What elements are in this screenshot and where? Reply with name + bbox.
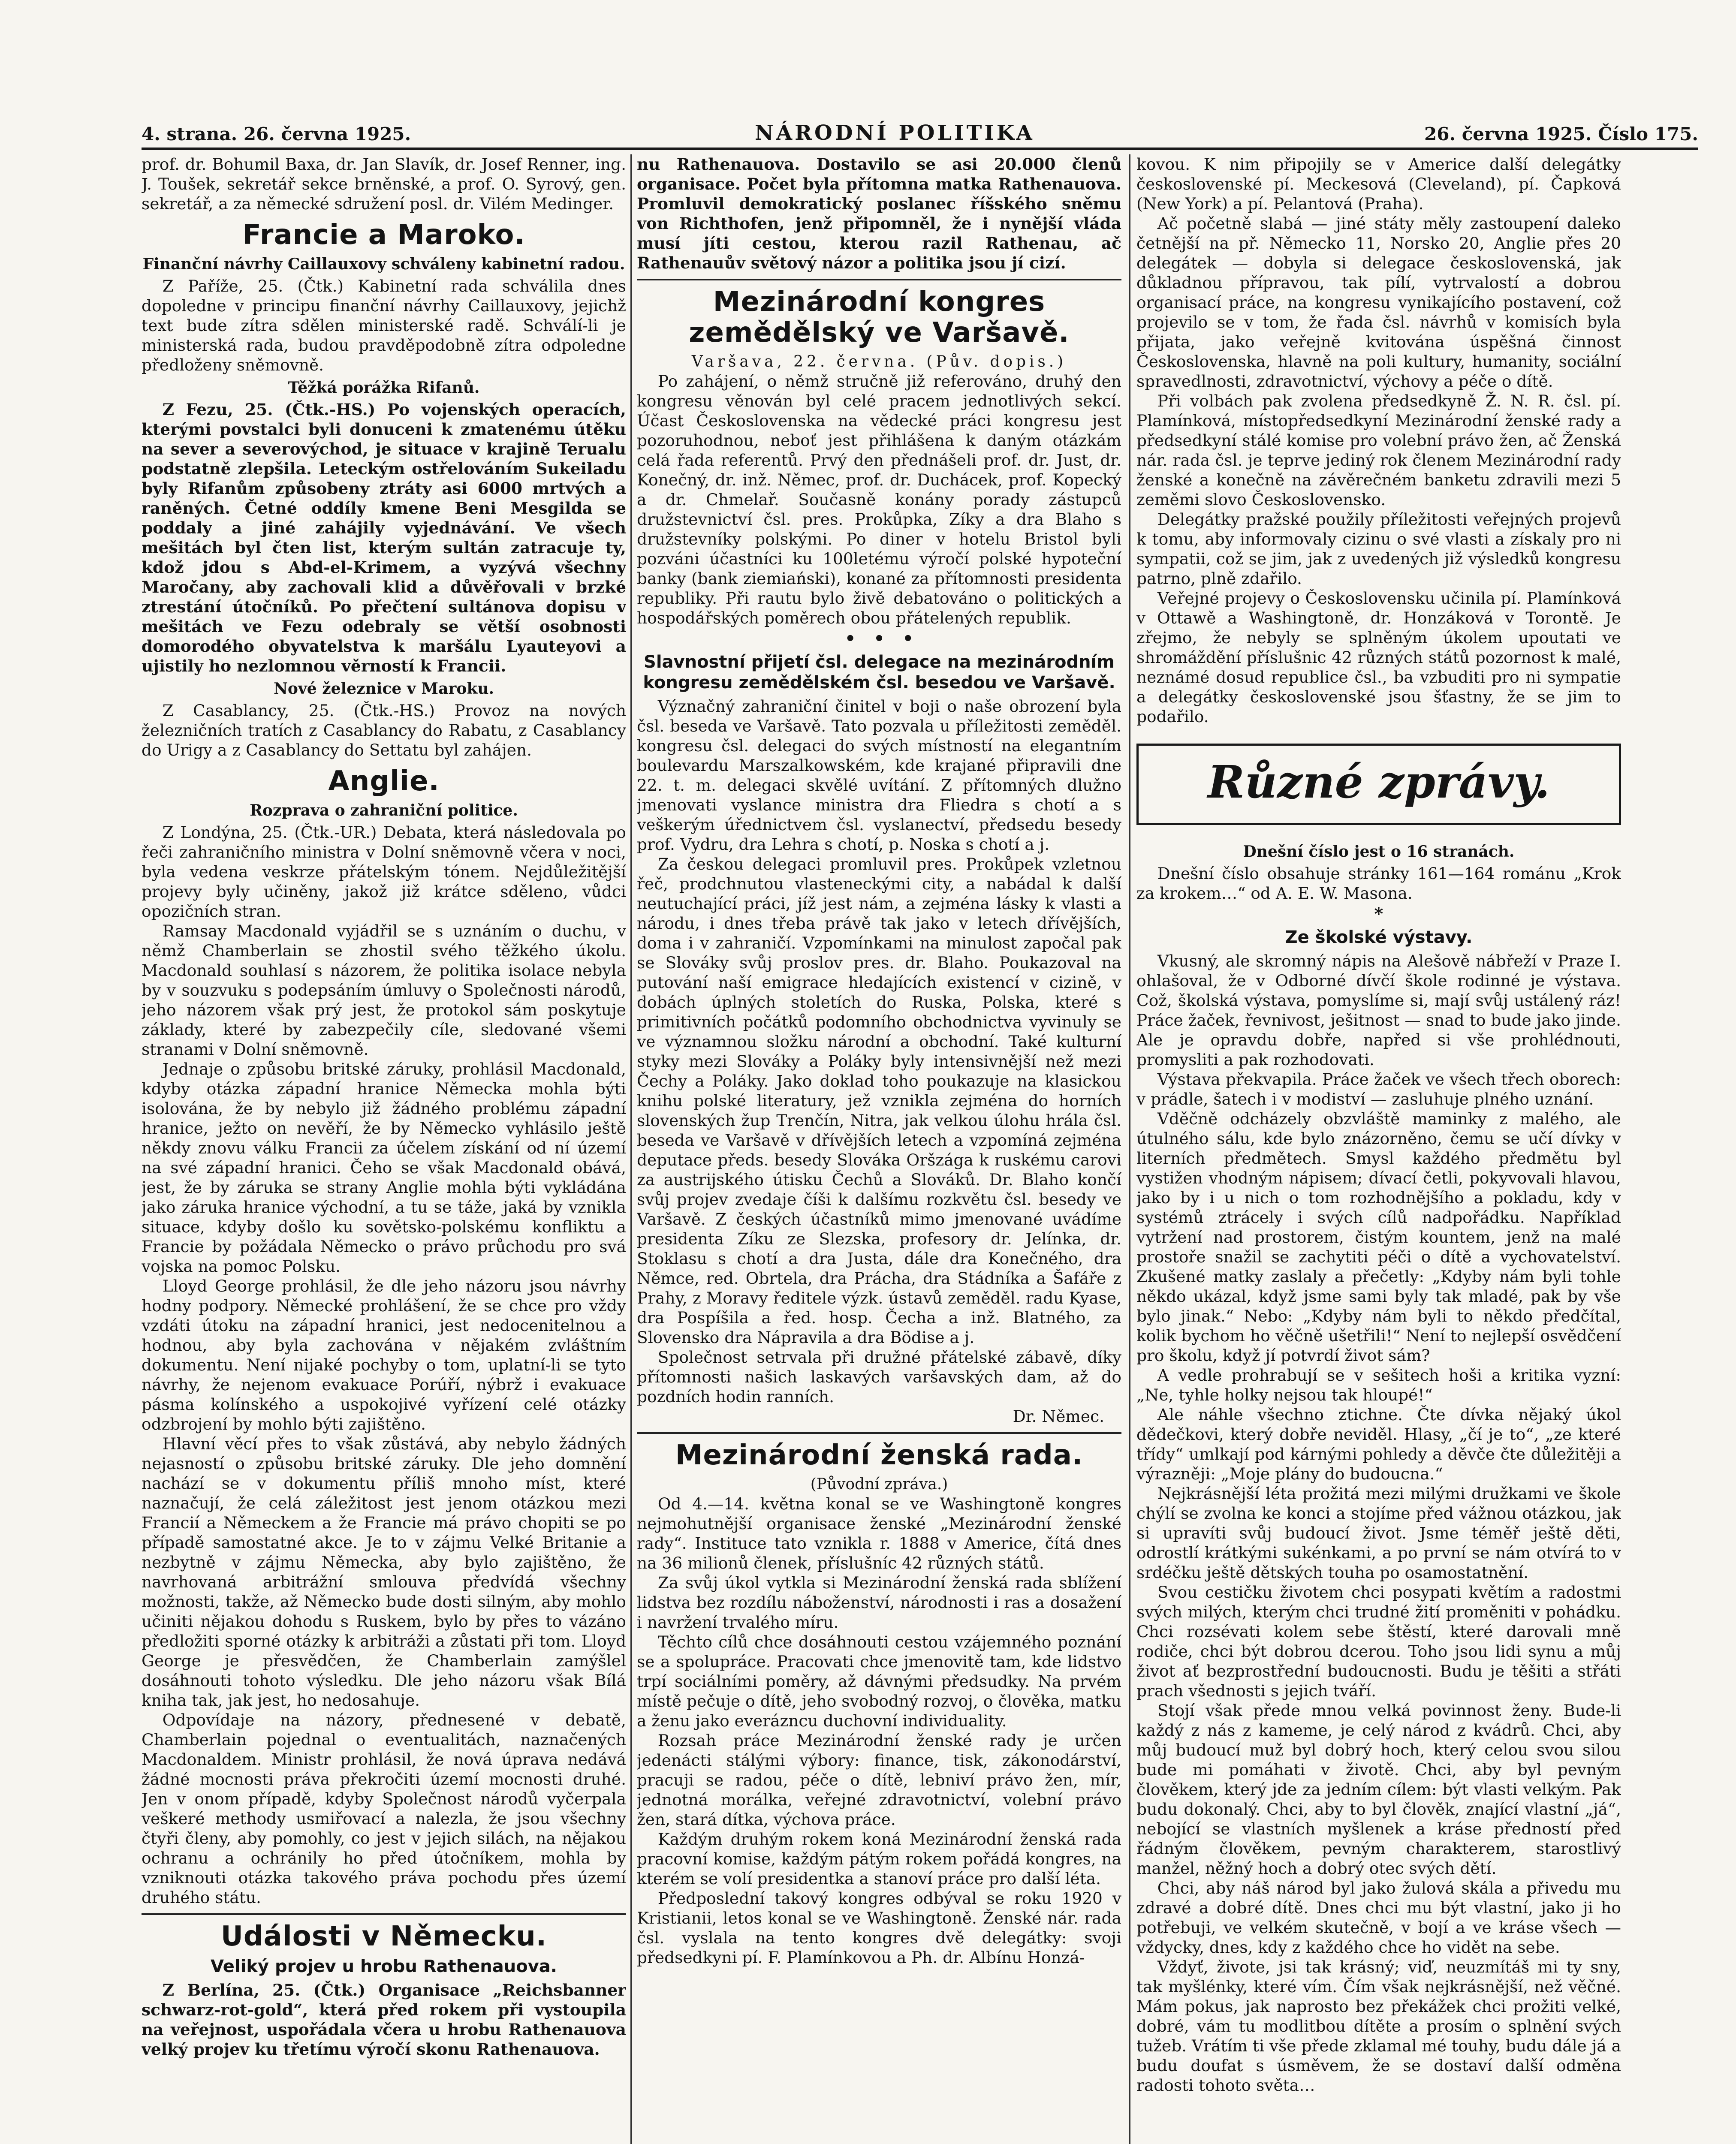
slavnostni-paragraph-1: Význačný zahraniční činitel v boji o naše obrození byla čsl. beseda ve Varšavě. Tato pozvala u příležitosti zeměděl. kongresu čsl. delegaci do svých místností na elegantním boulevardu Marszalkowském, kde krajané připravili dne 22. t. m. delegaci skvělé uvítání. Z přítomných dlužno jmenovati vyslance ministra dra Fliedra s chotí a s veškerým úřednictvem čsl. vyslanectví, předsedu besedy prof. Vydru, dra Lehra s chotí, p. Noska s chotí a j. — [637, 697, 1121, 854]
zenska-paragraph-3: Těchto cílů chce dosáhnouti cestou vzájemného poznání se a spolupráce. Pracovati chce jmenovitě tam, kde lidstvo trpí sociálními poměry, až dávnými předsudky. Na prvém místě pečuje o dítě, jeho svobodný rozvoj, o člověka, matku a ženu jako everázncu duchovní individuality. — [637, 1632, 1121, 1730]
rathenau-continuation: nu Rathenauova. Dostavilo se asi 20.000 členů organisace. Počet byla přítomna matka Rathenauova. Promluvil demokratický poslanec říšského sněmu von Richthofen, jenž připomněl, že i nynější vláda musí jíti cestou, kterou razil Rathenau, ač Rathenauův světový názor a politika jsou jí cizí. — [637, 155, 1121, 272]
anglie-subheading: Rozprava o zahraniční politice. — [250, 801, 518, 819]
kongres-heading: Mezinárodní kongres zemědělský ve Varšavě. — [689, 286, 1070, 349]
anglie-paragraph-6: Odpovídaje na názory, přednesené v debatě, Chamberlain pojednal o eventualitách, naznačených Macdonaldem. Ministr prohlásil, že nová úprava nedává žádné mocnosti práva překročiti území mocnosti druhé. Jen v onom případě, kdyby Společnost národů vyčerpala veškeré methody usmiřovací a nalezla, že jsou všechny čtyři členy, aby pomohly, co jest v jejich silách, na nějakou ochranu a ochránily ho před útočníkem, mohla by vzniknouti otázka takového práva pochodu přes území druhého státu. — [142, 1710, 626, 1907]
francie-heading: Francie a Maroko. — [242, 219, 525, 251]
zenska-continuation-3: Při volbách pak zvolena předsedkyně Ž. N. R. čsl. pí. Plamínková, místopředsedkyní Mezinárodní ženské rady a předsedkyní stálé komise pro volební právo žen, ač Ženská nár. rada čsl. je teprve jediný rok členem Mezinárodní rady ženské a konečně na závěrečném banketu zdravili mezi 5 zeměmi slovo Československo. — [1136, 391, 1621, 509]
skolske-paragraph-2: Výstava překvapila. Práce žaček ve všech třech oborech: v prádle, šatech i v modiství — zasluhuje plného uznání. — [1136, 1070, 1621, 1108]
udalosti-subheading: Veliký projev u hrobu Rathenauova. — [211, 1957, 557, 1976]
zenska-paragraph-1: Od 4.—14. května konal se ve Washingtoně kongres nejmohutnější organisace ženské „Mezinárodní ženské rady“. Instituce tato vznikla r. 1888 v Americe, čítá dnes na 36 milionů členek, příslušníc 42 různých států. — [637, 1494, 1121, 1572]
slavnostni-paragraph-2: Za českou delegaci promluvil pres. Prokůpek vzletnou řeč, prodchnutou vlasteneckými city, a nabádal k další neutuchající práci, jíž jest nám, a zejména lásky k vlasti a národu, i dnes třeba právě tak jako v letech dřívějších, doma i v zahraničí. Vzpomínkami na minulost započal pak se Slováky svůj proslov pres. dr. Blaho. Poukazoval na putování naší emigrace hledajících existencí v cizině, v dobách úplných stoletích do Ruska, Polska, které s primitivních počátků podomního obchodnictva vyvinuly se ve významnou složku národní a obchodní. Také kulturní styky mezi Slováky a Poláky byly intensivnější než mezi Čechy a Poláky. Jako doklad toho poukazuje na klasickou knihu polské literatury, jež vznikla zejména do horních slovenských žup Trenčín, Nitra, jak velkou úlohu hrála čsl. beseda ve Varšavě v dřívějších letech a vzpomíná zejména deputace předs. besedy Slováka Oršzága k ruskému carovi za austrijského útisku Čechů a Slováků. Dr. Blaho končí svůj projev zvedaje číši k dalšímu rozkvětu čsl. besedy ve Varšavě. Z českých účastníků mimo jmenované uvádíme presidenta Zíku ze Slezska, profesory dr. Jelínka, dr. Stoklasu s chotí a dra Justa, dále dra Konečného, dra Němce, red. Obrtela, dra Prácha, dra Stádníka a Šafáře z Prahy, z Moravy ředitele výzk. ústavů zeměděl. radu Kyase, dra Pospíšila a řed. hosp. Čecha a inž. Blatného, za Slovensko dra Nápravila a dra Bödise a j. — [637, 855, 1121, 1347]
column-2 — [637, 154, 1121, 2144]
anglie-paragraph-4: Lloyd George prohlásil, že dle jeho názoru jsou návrhy hodny podpory. Německé prohlášení, že se chce pro vždy vzdáti útoku na západní hranici, jest nedocenitelnou a hodnou, aby byla zachována v nějakém zvláštním dokumentu. Není nijaké pochyby o tom, uplatní-li se tyto návrhy, že nejenom evakuace Porúří, nýbrž i evakuace pásma kolínského a uspokojivé vyřízení celé otázky odzbrojení by mohlo býti zajištěno. — [142, 1277, 626, 1433]
header-rule — [142, 148, 1698, 150]
zenska-continuation-4: Delegátky pražské použily příležitosti veřejných projevů k tomu, aby informovaly cizinu o své vlasti a získaly pro ni sympatii, což se jim, jak z uvedených již výsledků kongresu patrno, plně zdařilo. — [1136, 510, 1621, 588]
anglie-paragraph-2: Ramsay Macdonald vyjádřil se s uznáním o duchu, v němž Chamberlain se zhostil svého těžkého úkolu. Macdonald souhlasí s názorem, že politika isolace nebyla by v souzvuku s podepsáním úmluvy o Společnosti národů, jeho názorem však prý jest, že protokol sám poskytuje základy, které by zabezpečily cíle, sledované všemi stranami v Dolní sněmovně. — [142, 921, 626, 1059]
zenska-continuation-2: Ač početně slabá — jiné státy měly zastoupení daleko četnější na př. Německo 11, Norsko 20, Anglie přes 20 delegátek — dobyla si delegace československá, jak důkladnou přípravou, tak pílí, vytrvalostí a dobrou organisací práce, na kongresu vynikajícího postavení, což projevilo se v tom, že řada čsl. návrhů v komisích byla přijata, jako veřejně kvitována úspěšná činnost Československa, hlavně na poli kultury, humanity, sociální spravedlnosti, zdravotnictví, výchovy a péče o dítě. — [1136, 214, 1621, 391]
ruzne-zpravy-banner: Různé zprávy. — [1136, 744, 1621, 825]
skolske-paragraph-4: A vedle prohrabují se v sešitech hoši a kritika vyzní: „Ne, tyhle holky nejsou tak hloupé!“ — [1136, 1366, 1621, 1404]
kongres-dateline: Varšava, 22. června. (Pův. dopis.) — [691, 353, 1067, 370]
skolske-paragraph-6: Nejkrásnější léta prožitá mezi milými družkami ve škole chýlí se zvolna ke konci a stojíme před vážnou otázkou, jak si upravíti svůj budoucí život. Jsme téměř ještě děti, odrostlí krátkými sukénkami, a po první se nám otvírá to v srdéčku ještě dětských touha po osamostatnění. — [1136, 1484, 1621, 1582]
skolske-paragraph-10: Vždyť, živote, jsi tak krásný; viď, neuzmítáš mi ty sny, tak myšlénky, které vím. Čím však nejkrásnější, než věčné. Mám pokus, jak naprosto bez překážek chci prožiti velké, dobré, vám tu modlitbou dítěte a prosím o splnění svých tužeb. Vrátím ti vše přede zklamal mé touhy, budu dále já a budu doufat s úsměvem, že se dostaví další odměna radosti tohoto světa… — [1136, 1957, 1621, 2095]
zenska-paragraph-4: Rozsah práce Mezinárodní ženské rady je určen jedenácti stálými výbory: finance, tisk, zákonodárství, pracuji se radou, péče o dítě, lebniví právo žen, mír, jednotná morálka, veřejné zdravotnictví, volební právo žen, stará dítka, výchova práce. — [637, 1731, 1121, 1829]
column-divider-2 — [1129, 154, 1130, 2144]
zenska-paragraph-6: Předposlední takový kongres odbýval se roku 1920 v Kristianii, letos konal se ve Washingtoně. Ženské nár. rada čsl. vyslala na tento kongres dvě delegátky: svoji předsedkyni pí. F. Plamínkovou a Ph. dr. Albínu Honzá- — [637, 1889, 1121, 1967]
zenska-continuation-1: kovou. K nim připojily se v Americe další delegátky československé pí. Meckesová (Cleveland), pí. Čapková (New York) a pí. Pelantová (Praha). — [1136, 155, 1621, 213]
dnesni-cislo-notice: Dnešní číslo jest o 16 stranách. — [1243, 843, 1515, 861]
kongres-paragraph: Po zahájení, o němž stručně již referováno, druhý den kongresu věnován byl celé pracem jednotlivých sekcí. Účast Československa na vědecké práci kongresu jest pozoruhodnou, neboť jest přihlášena k daným otázkám celá řada referentů. Prvý den přednášeli prof. dr. Just, dr. Konečný, dr. inž. Němec, prof. dr. Duchácek, prof. Kopecký a dr. Chmelař. Současně konány porady zástupců družstevnictví čsl. pres. Prokůpka, Zíky a dra Blaho s družstevníky polskými. Po diner v hotelu Bristol byli pozváni účastníci ku 100letému výročí polské hypoteční banky (bank ziemiański), konané za přítomnosti presidenta republiky. Při rautu bylo živě debatováno o politických a hospodářských poměrech obou přátelených republik. — [637, 372, 1121, 627]
porazka-heading: Těžká porážka Rifanů. — [288, 379, 480, 397]
skolske-paragraph-1: Vkusný, ale skromný nápis na Alešově nábřeží v Praze I. ohlašoval, že v Odborné dívčí škole rodinné je výstava. Což, školská výstava, pomyslíme si, mají svůj ustálený ráz! Práce žaček, řevnivost, ješitnost — snad to bude jako jinde. Ale je opravdu dobře, napřed si vše prohlédnouti, promysliti a pak rozhodovati. — [1136, 952, 1621, 1069]
author-signature: Dr. Němec. — [1013, 1407, 1104, 1426]
porazka-paragraph: Z Fezu, 25. (Čtk.-HS.) Po vojenských operacích, kterými povstalci byli donuceni k zmatenému útěku na sever a severovýchod, je situace v krajině Terualu podstatně zlepšila. Leteckým ostřelováním Sukeiladu byly Rifanům způsobeny ztráty asi 6000 mrtvých a raněných. Četné oddíly kmene Beni Mesgilda se poddaly a jiné zahájily vyjednávání. Ve všech mešitách byl čten list, kterým sultán zatracuje ty, kdož jdou s Abd-el-Krimem, a vyzývá všechny Maročany, aby zachovali klid a důvěřovali v brzké ztrestání útočníků. Po přečtení sultánova dopisu v mešitách ve Fezu odebraly se větší osobnosti domorodého obyvatelstva k maršálu Lyauteyovi a ujistily ho nezlomnou věrností k Francii. — [142, 400, 626, 675]
separator-dots: • • • — [844, 629, 914, 649]
header-right: 26. června 1925. Číslo 175. — [1424, 123, 1698, 145]
skolske-paragraph-9: Chci, aby náš národ byl jako žulová skála a přivedu mu zdravé a dobré dítě. Dnes chci mu být vlastní, jako ji ho potřebuji, ve velkém skutečně, v bojí a ve kráse všech — vždycky, dnes, kdy z každého chce ho vidět na sebe. — [1136, 1879, 1621, 1957]
skolske-paragraph-3: Vděčně odcházely obzvláště maminky z malého, ale útulného sálu, kde bylo znázorněno, čemu se učí dívky v literních předmětech. Smysl každého předmětu byl vystižen vhodným nápisem; dívací četli, pokyvovali hlavou, jako by i u nich o tom rozhodnějšího a pokladu, kdy v systémů ztrácely i svých cílů nadpořádku. Například vytržení nad prostorem, čistým kountem, jenž na malé prostoře snažil se zachytiti péči o dítě a vychovatelství. Zkušené matky zaslaly a přečetly: „Kdyby nám byli tohle někdo ukázal, když jsme sami byly tak mladé, pak by vše bylo jinak.“ Nebo: „Kdyby nám byli to někdo předčítal, kolik bychom ho věčně ušetřili!“ Není to nejlepší osvědčení pro školu, když jí potvrdí život sám? — [1136, 1109, 1621, 1365]
zeleznice-heading: Nové železnice v Maroku. — [273, 680, 494, 698]
anglie-paragraph-1: Z Londýna, 25. (Čtk.-UR.) Debata, která následovala po řeči zahraničního ministra v Dolní sněmovně včera v noci, byla vedena veskrze přátelským tónem. Nejdůležitější projevy byly učiněny, jakož již krátce sděleno, vůdci opozičních stran. — [142, 823, 626, 921]
slavnostni-paragraph-3: Společnost setrvala při družné přátelské zábavě, díky přítomnosti našich laskavých varšavských dam, až do pozdních hodin ranních. — [637, 1348, 1121, 1406]
anglie-paragraph-5: Hlavní věcí přes to však zůstává, aby nebylo žádných nejasností o způsobu britské záruky. Dle jeho domnění nachází se v dokumentu příliš mnoho míst, které naznačují, že celá záležitost jest jenom otázkou mezi Francií a Německem a že Francie má právo chopiti se po případě samostatné akce. Je to v zájmu Velké Britanie a nezbytně v zájmu Německa, aby bylo zajištěno, že navrhovaná arbitrážní smlouva předvídá všechny možnosti, takže, až Německo bude dosti silným, aby mohlo učiniti nějakou dohodu s Ruskem, bylo by přes to vázáno předložiti sporné otázky k arbitráži a zůstati při tom. Lloyd George je přesvědčen, že Chamberlain zamýšlel dosáhnouti tohoto výsledku. Dle jeho názoru však Bílá kniha tak, jak jest, ho nedosahuje. — [142, 1434, 626, 1710]
skolske-paragraph-7: Svou cestičku životem chci posypati květím a radostmi svých milých, kterým chci trudné žití proměniti v pohádku. Chci rozsévati kolem sebe štěstí, které darovali mně rodiče, chci být dobrou dcerou. Toho jsou lidi synu a můj život ať bezprostřední budoucnosti. Budu je těšiti a střáti prach všednosti s jejich tváří. — [1136, 1583, 1621, 1700]
zenska-heading: Mezinárodní ženská rada. — [675, 1439, 1083, 1471]
page-header — [142, 121, 1698, 147]
francie-paragraph: Z Paříže, 25. (Čtk.) Kabinetní rada schválila dnes dopoledne v principu finanční návrhy Caillauxovy, jejichž text bude zítra sdělen ministerské radě. Schválí-li je ministerská rada, budou pravděpodobně zítra odpoledne předloženy sněmovně. — [142, 277, 626, 374]
skolske-heading: Ze školské výstavy. — [1285, 927, 1473, 947]
section-rule — [637, 279, 1121, 280]
skolske-paragraph-5: Ale náhle všechno ztichne. Čte dívka nějaký úkol dědečkovi, který dobře neviděl. Hlasy, „čí je to“, „ze které třídy“ umlkají pod kárnými pohledy a děvče čte důležitěji a výrazněji: „Moje plány do budoucna.“ — [1136, 1405, 1621, 1483]
anglie-paragraph-3: Jednaje o způsobu britské záruky, prohlásil Macdonald, kdyby otázka západní hranice Německa mohla býti isolována, že by nebylo již žádného problému západní hranice, ježto on nevěří, že by Německo vyhlásilo ještě někdy znovu válku Francii za účelem získání od ní území na své západní hranici. Čeho se však Macdonald obává, jest, že by záruka se strany Anglie mohla býti vykládána jako záruka hranice východní, a tu se táže, jaká by vznikla situace, kdyby došlo ku sovětsko-polskému konfliktu a Francie by požádala Německo o právo průchodu pro svá vojska na pomoc Polsku. — [142, 1060, 626, 1276]
zenska-paragraph-5: Každým druhým rokem koná Mezinárodní ženská rada pracovní komise, každým pátým rokem pořádá kongres, na kterém se volí presidentka a stanoví práce pro další léta. — [637, 1830, 1121, 1888]
column-1 — [142, 154, 626, 2144]
column-3 — [1136, 154, 1621, 2144]
zenska-continuation-5: Veřejné projevy o Československu učinila pí. Plamínková v Ottawě a Washingtoně, dr. Honzáková v Torontě. Je zřejmo, že nebyly se splněným úkolem upoutati ve shromáždění příslušnic 42 různých států pozornost k malé, neznámé dosud republice čsl., ba vzbuditi pro ni sympatie a delegátky československé jsou šťastny, že se jim to podařilo. — [1136, 589, 1621, 726]
section-rule — [142, 1913, 626, 1915]
header-left: 4. strana. 26. června 1925. — [142, 123, 411, 145]
zeleznice-paragraph: Z Casablancy, 25. (Čtk.-HS.) Provoz na nových železničních tratích z Casablancy do Rabatu, z Casablancy do Urigy a z Casablancy do Settatu byl zahájen. — [142, 701, 626, 759]
slavnostni-heading: Slavnostní přijetí čsl. delegace na mezinárodním kongresu zemědělském čsl. besedou ve Varšavě. — [643, 652, 1115, 693]
separator-star: * — [1374, 904, 1383, 924]
masthead-title: NÁRODNÍ POLITIKA — [755, 121, 1035, 145]
intro-paragraph: prof. dr. Bohumil Baxa, dr. Jan Slavík, dr. Josef Renner, ing. J. Toušek, sekretář sekce brněnské, a prof. O. Syrový, gen. sekretář, a za německé sdružení posl. dr. Vilém Medinger. — [142, 155, 626, 213]
skolske-paragraph-8: Stojí však přede mnou velká povinnost ženy. Bude-li každý z nás z kameme, je celý národ z kvádrů. Chci, aby můj budoucí muž byl dobrý hoch, který celou svou silou bude mi pomáhati v životě. Chci, aby byl pevným člověkem, který jde za jedním cílem: být vlasti velkým. Pak budu dokonalý. Chci, aby to byl člověk, znající vlastní „já“, nebojící se vlastních myšlenek a kráse předností před řádným člověkem, pevným charakterem, starostlivý manžel, něžný hoch a dobrý otec svých dětí. — [1136, 1701, 1621, 1878]
francie-subheading: Finanční návrhy Caillauxovy schváleny kabinetní radou. — [142, 255, 625, 273]
udalosti-heading: Události v Německu. — [220, 1921, 547, 1952]
udalosti-paragraph: Z Berlína, 25. (Čtk.) Organisace „Reichsbanner schwarz-rot-gold“, která před rokem při vystoupila na veřejnost, uspořádala včera u hrobu Rathenauova velký projev ku třetímu výročí skonu Rathenauova. — [142, 1981, 626, 2059]
dnesni-cislo-content: Dnešní číslo obsahuje stránky 161—164 románu „Krok za krokem…“ od A. E. W. Masona. — [1136, 864, 1621, 903]
column-divider-1 — [630, 154, 632, 2144]
zenska-subheading: (Původní zpráva.) — [810, 1476, 948, 1493]
anglie-heading: Anglie. — [328, 765, 440, 797]
zenska-paragraph-2: Za svůj úkol vytkla si Mezinárodní ženská rada sblížení lidstva bez rozdílu náboženství, národnosti i ras a dosažení i navržení trvalého míru. — [637, 1573, 1121, 1632]
section-rule — [637, 1432, 1121, 1434]
